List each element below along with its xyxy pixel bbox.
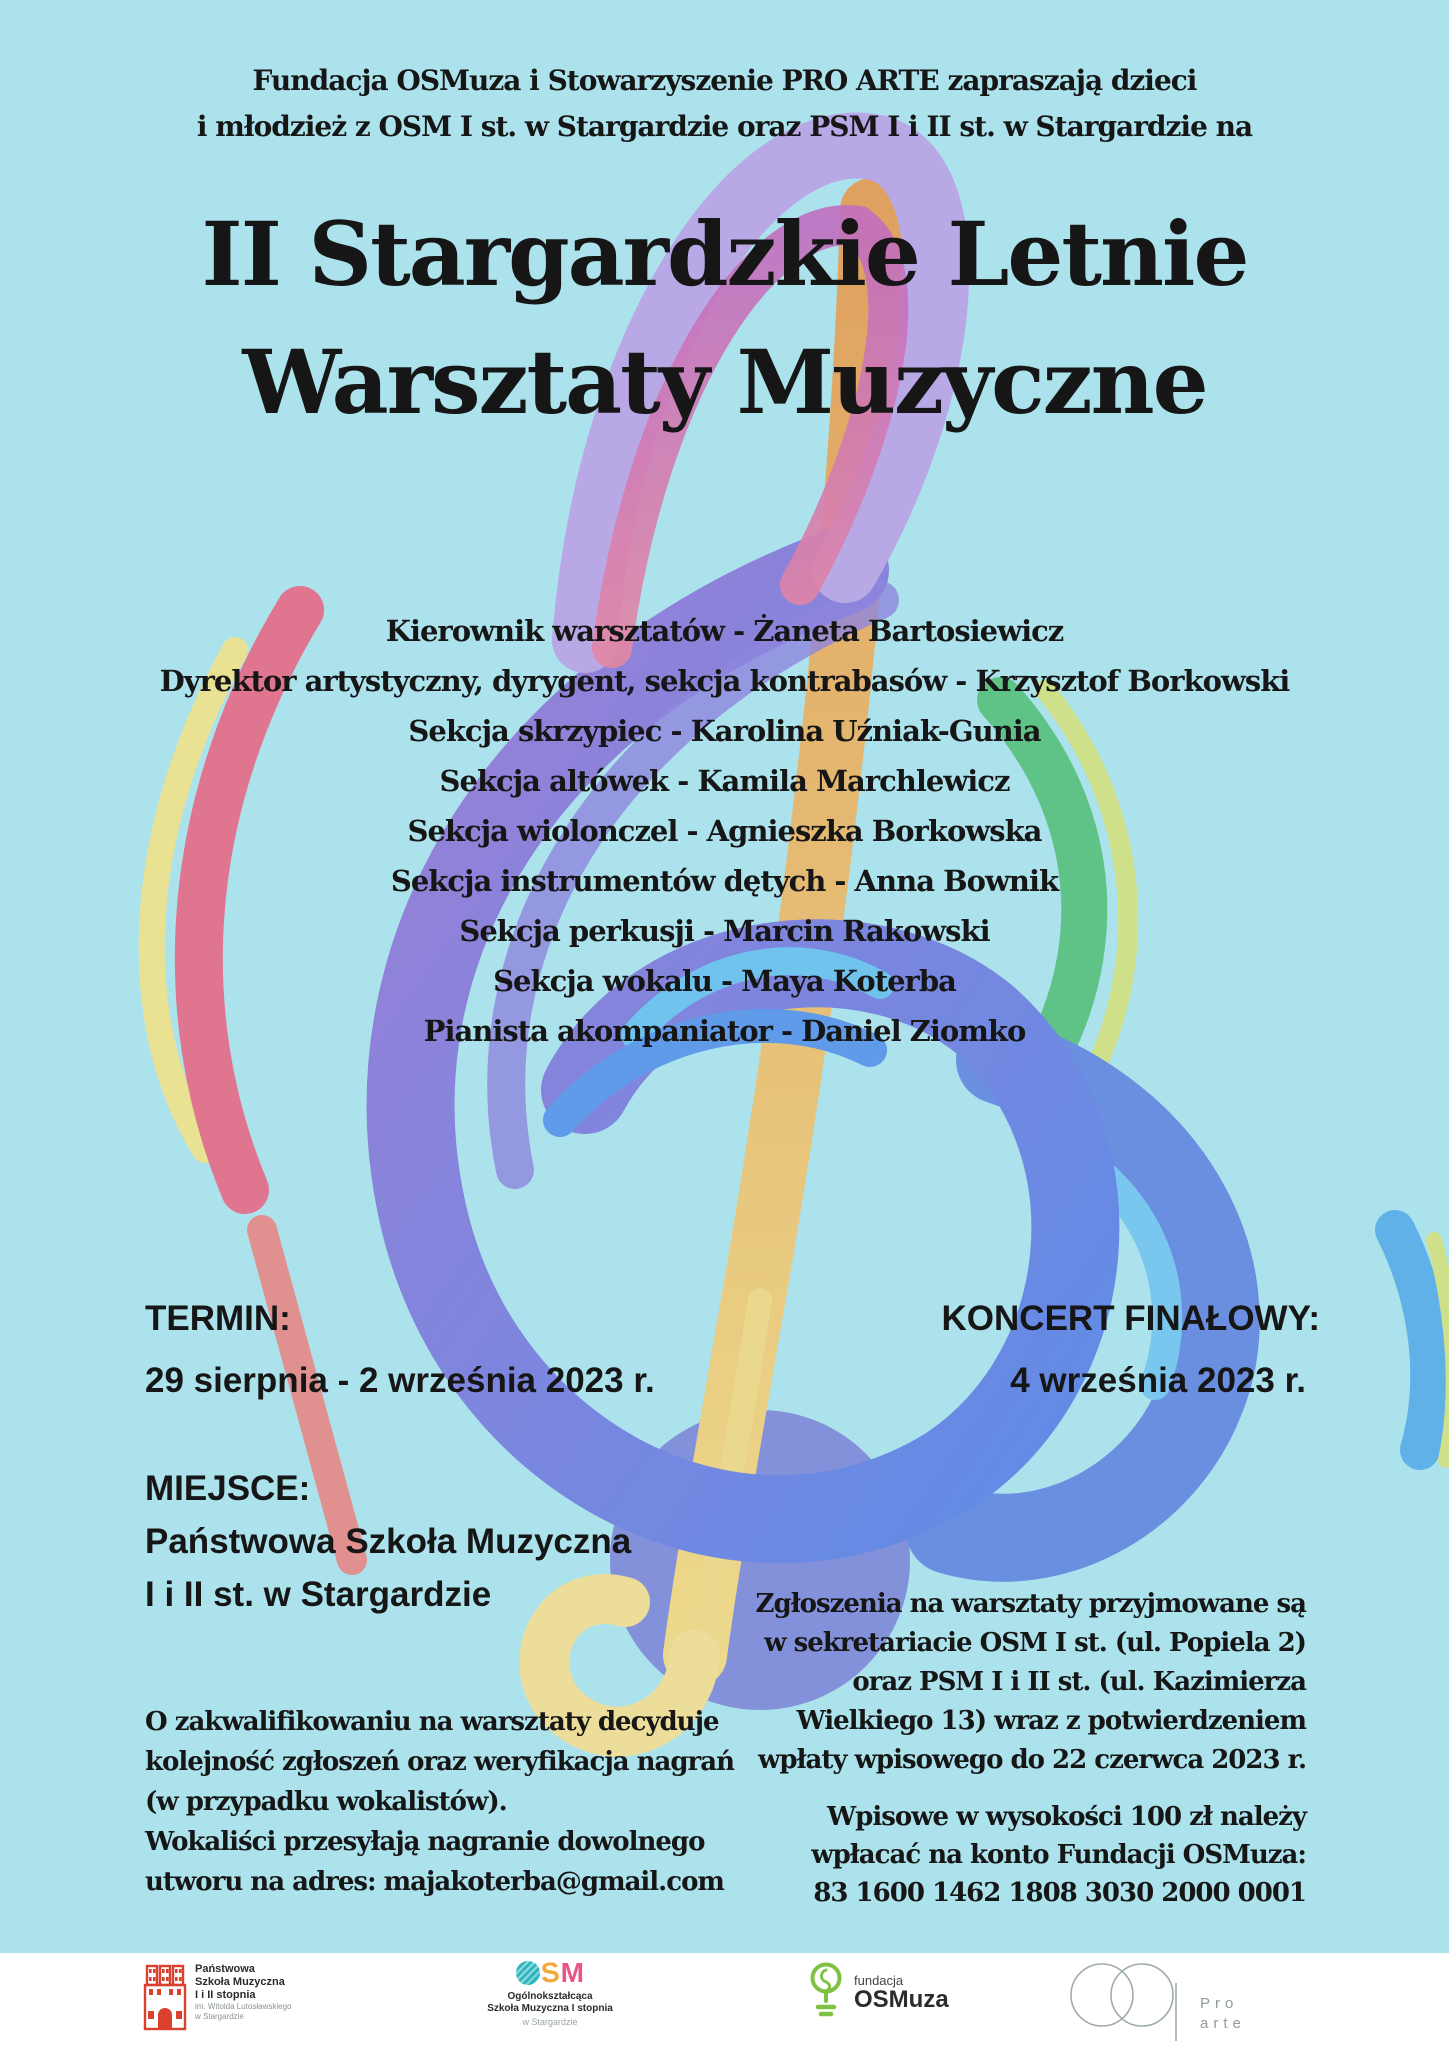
psm-name-line: Państwowa (195, 1963, 255, 1975)
zgloszenia-line: oraz PSM I i II st. (ul. Kazimierza (852, 1667, 1306, 1697)
osmuza-logo (806, 1961, 949, 2024)
miejsce-section (145, 1462, 631, 1621)
overlapping-circles-icon (1068, 1957, 1194, 2048)
osmuza-name: OSMuza (854, 1985, 949, 2013)
osm-letter-s: S (539, 1956, 561, 1989)
title-line-1: II Stargardzkie Letnie (201, 202, 1248, 306)
osm-name-line: Szkoła Muzyczna I stopnia (487, 2003, 613, 2014)
kwalifikacja-line: Wokaliści przesyłają nagranie dowolnego (145, 1827, 705, 1857)
psm-name-line: I i II stopnia (195, 1989, 256, 2001)
staff-line: Sekcja perkusji - Marcin Rakowski (459, 914, 990, 948)
proarte-line-1: Pro (1200, 1994, 1239, 2012)
koncert-label: KONCERT FINAŁOWY: (941, 1299, 1320, 1338)
termin-label: TERMIN: (145, 1299, 291, 1338)
psm-logo (143, 1963, 291, 2038)
intro-line-2: i młodzież z OSM I st. w Stargardzie oraz PSM I i II st. w Stargardzie na (196, 110, 1253, 143)
osm-letter-m: M (560, 1957, 584, 1988)
staff-line: Pianista akompaniator - Daniel Ziomko (423, 1014, 1026, 1048)
zgloszenia-line: Wielkiego 13) wraz z potwierdzeniem (796, 1706, 1306, 1736)
psm-sub-line: im. Witolda Lutosławskiego (195, 2002, 292, 2011)
miejsce-label: MIEJSCE: (145, 1469, 311, 1508)
osm-sub: w Stargardzie (522, 2017, 578, 2027)
intro-line-1: Fundacja OSMuza i Stowarzyszenie PRO ARTE zapraszają dzieci (252, 64, 1197, 97)
poster-title (0, 190, 1449, 446)
zgloszenia-paragraph (640, 1585, 1306, 1780)
title-line-2: Warsztaty Muzyczne (242, 330, 1207, 434)
wpisowe-line: 83 1600 1462 1808 3030 2000 0001 (813, 1878, 1306, 1908)
kwalifikacja-line: kolejność zgłoszeń oraz weryfikacja nagrań (145, 1747, 735, 1777)
staff-line: Dyrektor artystyczny, dyrygent, sekcja kontrabasów - Krzysztof Borkowski (159, 664, 1290, 698)
osm-logo (470, 1956, 630, 2027)
zgloszenia-line: w sekretariacie OSM I st. (ul. Popiela 2) (764, 1628, 1306, 1658)
wpisowe-paragraph (640, 1798, 1306, 1912)
miejsce-line-2: I i II st. w Stargardzie (145, 1575, 492, 1614)
lightbulb-clef-icon (806, 1961, 846, 2024)
osm-letter-o-icon (516, 1961, 540, 1985)
koncert-value: 4 września 2023 r. (1010, 1361, 1306, 1400)
staff-line: Sekcja wokalu - Maya Koterba (493, 964, 956, 998)
koncert-section (860, 1288, 1320, 1412)
osm-wordmark-icon (516, 1956, 584, 1989)
miejsce-line-1: Państwowa Szkoła Muzyczna (145, 1522, 632, 1561)
staff-line: Sekcja altówek - Kamila Marchlewicz (439, 764, 1010, 798)
music-school-building-icon (143, 1963, 187, 2038)
kwalifikacja-line: O zakwalifikowaniu na warsztaty decyduje (145, 1707, 719, 1737)
zgloszenia-line: wpłaty wpisowego do 22 czerwca 2023 r. (757, 1745, 1306, 1775)
proarte-line-2: arte (1200, 2014, 1246, 2032)
footer-band (0, 1953, 1449, 2048)
staff-line: Kierownik warsztatów - Żaneta Bartosiewicz (385, 614, 1064, 648)
zgloszenia-line: Zgłoszenia na warsztaty przyjmowane są (755, 1589, 1306, 1619)
termin-value: 29 sierpnia - 2 września 2023 r. (145, 1361, 655, 1400)
staff-line: Sekcja wiolonczel - Agnieszka Borkowska (407, 814, 1042, 848)
kwalifikacja-line: (w przypadku wokalistów). (145, 1787, 507, 1817)
staff-line: Sekcja skrzypiec - Karolina Uźniak-Gunia (408, 714, 1041, 748)
staff-line: Sekcja instrumentów dętych - Anna Bownik (390, 864, 1059, 898)
proarte-logo (1068, 1957, 1246, 2048)
wpisowe-line: Wpisowe w wysokości 100 zł należy (826, 1802, 1306, 1832)
osm-name-line: Ogólnokształcąca (507, 1991, 593, 2002)
psm-name-line: Szkoła Muzyczna (195, 1976, 285, 1988)
osmuza-top-label: fundacja (854, 1972, 904, 1988)
psm-sub-line: w Stargardzie (195, 2012, 244, 2021)
intro-text (0, 58, 1449, 150)
termin-section (145, 1288, 655, 1412)
staff-list (0, 606, 1449, 1056)
wpisowe-line: wpłacać na konto Fundacji OSMuza: (811, 1840, 1306, 1870)
kwalifikacja-line: utworu na adres: majakoterba@gmail.com (145, 1867, 724, 1897)
